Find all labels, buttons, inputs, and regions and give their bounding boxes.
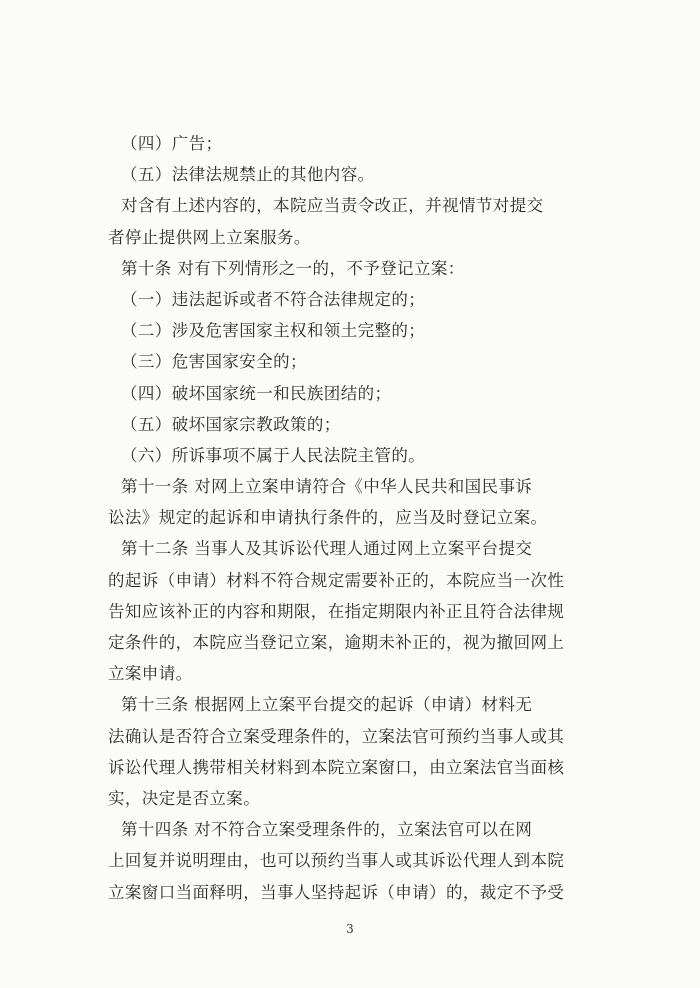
text-line: 第十三条 根据网上立案平台提交的起诉（申请）材料无	[121, 695, 533, 715]
text-line: 第十一条 对网上立案申请符合《中华人民共和国民事诉	[121, 477, 533, 497]
text-line: 对含有上述内容的，本院应当责令改正，并视情节对提交	[121, 196, 544, 216]
text-line: （四）广告；	[121, 134, 223, 153]
text-line: 立案窗口当面释明，当事人坚持起诉（申请）的，裁定不予受	[108, 882, 565, 902]
text-line: 第十四条 对不符合立案受理条件的，立案法官可以在网	[121, 820, 533, 840]
text-line: 诉讼代理人携带相关材料到本院立案窗口，由立案法官当面核	[108, 757, 565, 777]
text-line: 第十条 对有下列情形之一的，不予登记立案：	[121, 258, 465, 278]
text-line: 讼法》规定的起诉和申请执行条件的，应当及时登记立案。	[108, 508, 548, 528]
text-line: 实，决定是否立案。	[108, 788, 261, 808]
text-line: （五）法律法规禁止的其他内容。	[121, 165, 375, 185]
text-line: 法确认是否符合立案受理条件的，立案法官可预约当事人或其	[108, 726, 565, 746]
text-line: 者停止提供网上立案服务。	[108, 227, 311, 247]
text-line: （三）危害国家安全的；	[121, 352, 307, 372]
text-line: 告知应该补正的内容和期限，在指定期限内补正且符合法律规	[108, 601, 565, 621]
text-line: 第十二条 当事人及其诉讼代理人通过网上立案平台提交	[121, 539, 533, 559]
text-line: （五）破坏国家宗教政策的；	[121, 414, 341, 434]
text-line: （一）违法起诉或者不符合法律规定的；	[121, 289, 426, 309]
text-line: 上回复并说明理由，也可以预约当事人或其诉讼代理人到本院	[108, 851, 565, 871]
text-line: （四）破坏国家统一和民族团结的；	[121, 383, 392, 403]
text-line: 立案申请。	[108, 664, 193, 684]
text-line: （二）涉及危害国家主权和领土完整的；	[121, 321, 426, 341]
body-text	[108, 128, 608, 908]
text-line: 定条件的，本院应当登记立案，逾期未补正的，视为撤回网上	[108, 633, 565, 652]
text-line: 的起诉（申请）材料不符合规定需要补正的，本院应当一次性	[108, 570, 565, 590]
text-line: （六）所诉事项不属于人民法院主管的。	[121, 445, 426, 465]
page-number: 3	[346, 922, 354, 936]
